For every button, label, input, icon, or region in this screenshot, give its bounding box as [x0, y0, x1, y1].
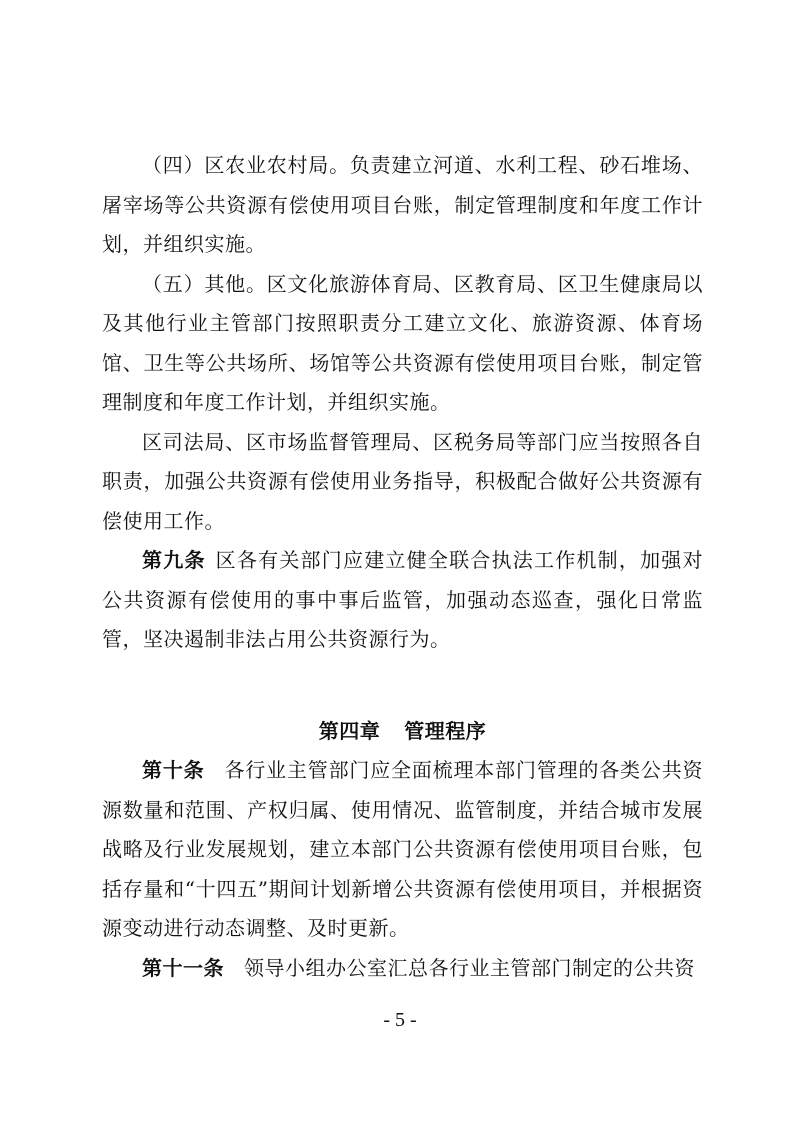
article-11	[102, 949, 703, 989]
article-11-text: 领导小组办公室汇总各行业主管部门制定的公共资	[244, 955, 695, 980]
page-number: - 5 -	[383, 1009, 417, 1031]
paragraph-item-5: （五）其他。区文化旅游体育局、区教育局、区卫生健康局以及其他行业主管部门按照职责分工建立文化、旅游资源、体育场馆、卫生等公共场所、场馆等公共资源有偿使用项目台账，制定管理制度和年度工作计划，并组织实施。	[102, 271, 703, 414]
article-10	[102, 751, 703, 949]
article-9-text: 区各有关部门应建立健全联合执法工作机制，加强对公共资源有偿使用的事中事后监管，加强动态巡查，强化日常监管，坚决遏制非法占用公共资源行为。	[102, 548, 704, 651]
article-9	[102, 541, 703, 660]
chapter-title: 管理程序	[404, 718, 487, 743]
chapter-heading	[102, 712, 703, 752]
paragraph-supporting-departments: 区司法局、区市场监督管理局、区税务局等部门应当按照各自职责，加强公共资源有偿使用业务指导，积极配合做好公共资源有偿使用工作。	[102, 429, 703, 533]
article-10-text: 各行业主管部门应全面梳理本部门管理的各类公共资源数量和范围、产权归属、使用情况、监管制度，并结合城市发展战略及行业发展规划，建立本部门公共资源有偿使用项目台账，包括存量和“十四五”期间计划新增公共资源有偿使用项目，并根据资源变动进行动态调整、及时更新。	[102, 758, 704, 940]
document-body	[102, 146, 703, 988]
article-10-label: 第十条	[142, 758, 205, 782]
paragraph-item-4: （四）区农业农村局。负责建立河道、水利工程、砂石堆场、屠宰场等公共资源有偿使用项目台账，制定管理制度和年度工作计划，并组织实施。	[102, 153, 703, 256]
article-11-label: 第十一条	[142, 955, 224, 980]
article-9-label: 第九条	[142, 548, 206, 572]
chapter-number: 第四章	[318, 718, 381, 743]
